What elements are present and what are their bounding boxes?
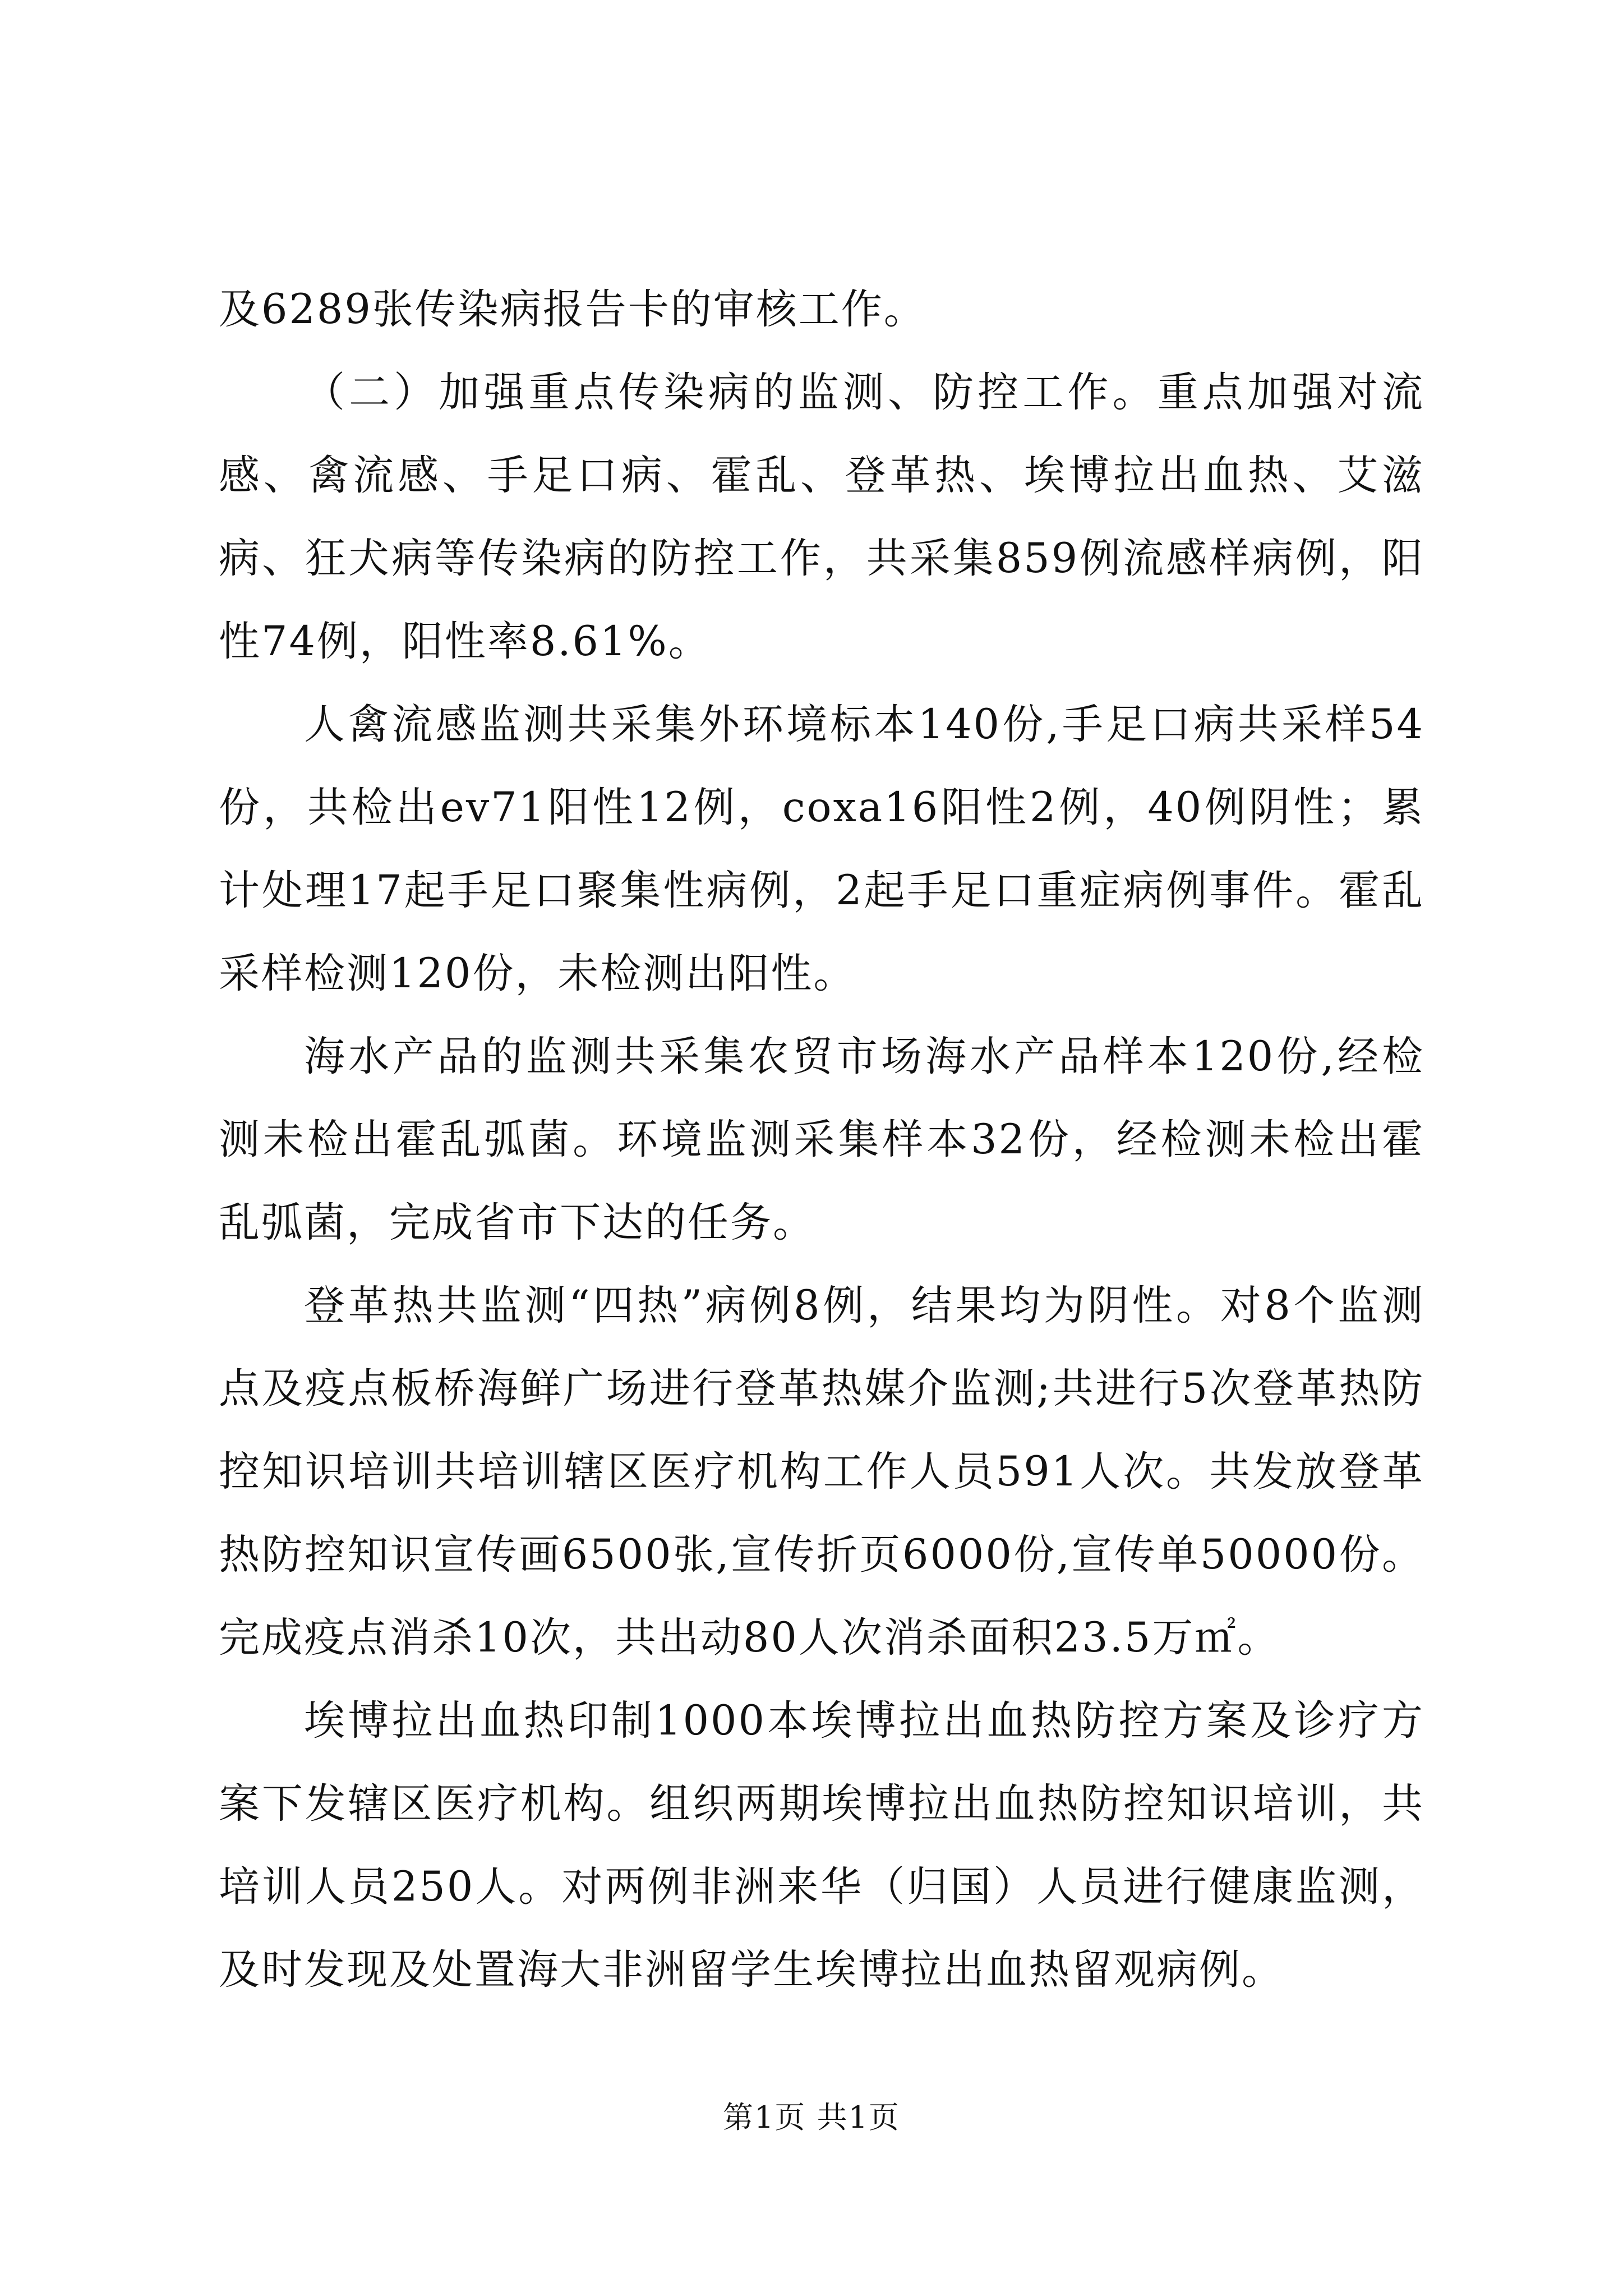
document-body (219, 268, 1424, 2012)
paragraph-continuation: 及6289张传染病报告卡的审核工作。 (219, 286, 926, 333)
paragraph-dengue: 登革热共监测“四热”病例8例，结果均为阴性。对8个监测点及疫点板桥海鲜广场进行登革热媒介监测;共进行5次登革热防控知识培训共培训辖区医疗机构工作人员591人次。共发放登革热防控知识宣传画6500张,宣传折页6000份,宣传单50000份。完成疫点消杀10次，共出动80人次消杀面积23.5万㎡。 (219, 1282, 1424, 1662)
paragraph-avian-flu-hfmd: 人禽流感监测共采集外环境标本140份,手足口病共采样54份，共检出ev71阳性12例，coxa16阳性2例，40例阴性；累计处理17起手足口聚集性病例，2起手足口重症病例事件。霍乱采样检测120份，未检测出阳性。 (219, 701, 1424, 997)
paragraph-seafood-monitoring: 海水产品的监测共采集农贸市场海水产品样本120份,经检测未检出霍乱弧菌。环境监测采集样本32份，经检测未检出霍乱弧菌，完成省市下达的任务。 (219, 1033, 1424, 1246)
paragraph-key-diseases: （二）加强重点传染病的监测、防控工作。重点加强对流感、禽流感、手足口病、霍乱、登革热、埃博拉出血热、艾滋病、狂犬病等传染病的防控工作，共采集859例流感样病例，阳性74例，阳性率8.61%。 (219, 369, 1424, 665)
paragraph-ebola: 埃博拉出血热印制1000本埃博拉出血热防控方案及诊疗方案下发辖区医疗机构。组织两期埃博拉出血热防控知识培训，共培训人员250人。对两例非洲来华（归国）人员进行健康监测，及时发现及处置海大非洲留学生埃博拉出血热留观病例。 (219, 1697, 1424, 1994)
page-footer: 第1页 共1页 (723, 2100, 900, 2135)
